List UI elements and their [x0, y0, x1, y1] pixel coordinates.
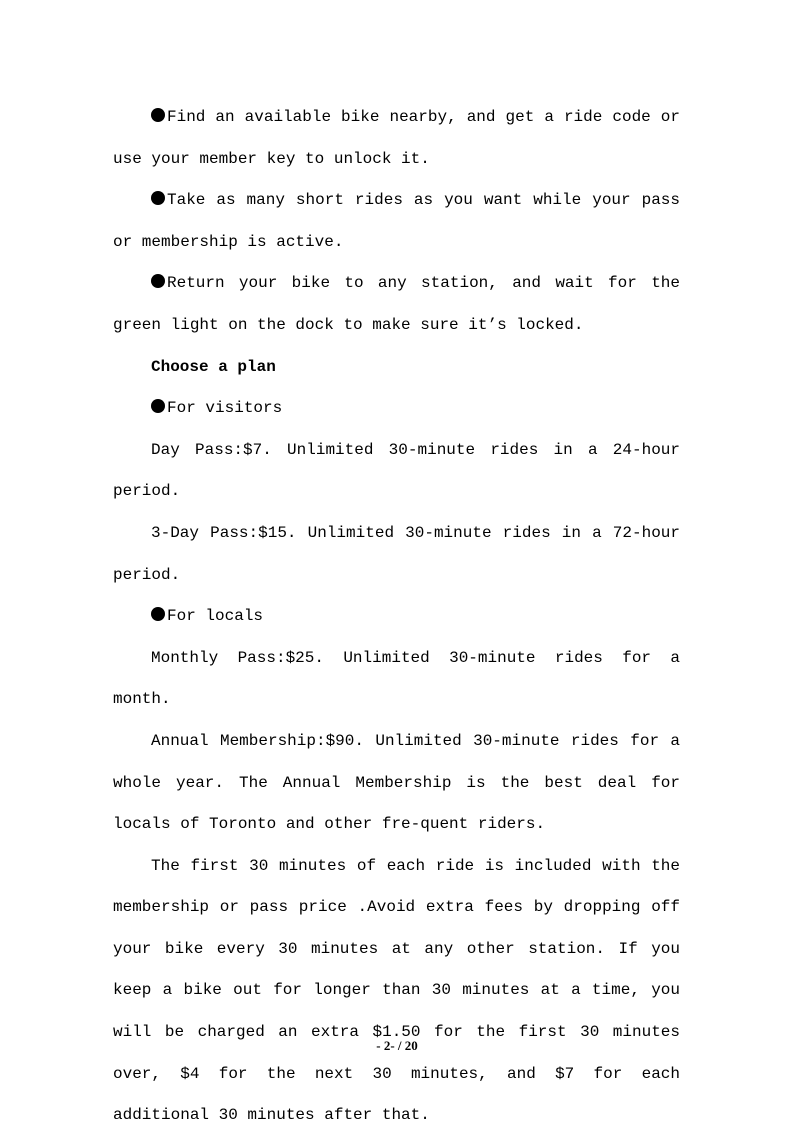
monthly-pass-text: Monthly Pass:$25. Unlimited 30-minute rides for a month.: [113, 648, 680, 709]
page-content: [113, 97, 680, 1137]
bullet-icon: [151, 607, 165, 621]
bullet-icon: [151, 399, 165, 413]
section-heading: Choose a plan: [151, 357, 276, 376]
annual-membership-text: Annual Membership:$90. Unlimited 30-minute rides for a whole year. The Annual Membership is the best deal for locals of Toronto and other fre-quent riders.: [113, 731, 680, 834]
locals-label: [113, 596, 680, 638]
visitors-label: [113, 388, 680, 430]
visitors-label-text: For visitors: [167, 399, 283, 418]
bullet-icon: [151, 108, 165, 122]
step-find-bike: [113, 97, 680, 180]
day-pass-text: Day Pass:$7. Unlimited 30-minute rides in a 24-hour period.: [113, 440, 680, 501]
step-text: Take as many short rides as you want while your pass or membership is active.: [113, 191, 680, 251]
locals-label-text: For locals: [167, 607, 264, 626]
step-text: Find an available bike nearby, and get a ride code or use your member key to unlock it.: [113, 108, 680, 168]
fees-paragraph: The first 30 minutes of each ride is included with the membership or pass price .Avoid extra fees by dropping off your bike every 30 minutes at any other station. If you keep a bike out for longer than 30 minutes at a time, you will be charged an extra $1.50 for the first 30 minutes over, $4 for the next 30 minutes, and $7 for each additional 30 minutes after that.: [113, 856, 680, 1125]
bullet-icon: [151, 191, 165, 205]
step-text: Return your bike to any station, and wait for the green light on the dock to make sure it’s locked.: [113, 274, 680, 334]
step-take-rides: [113, 180, 680, 263]
bullet-icon: [151, 274, 165, 288]
step-return-bike: [113, 263, 680, 346]
page-number: - 2- / 20: [376, 1038, 418, 1053]
three-day-pass-text: 3-Day Pass:$15. Unlimited 30-minute rides in a 72-hour period.: [113, 523, 680, 584]
